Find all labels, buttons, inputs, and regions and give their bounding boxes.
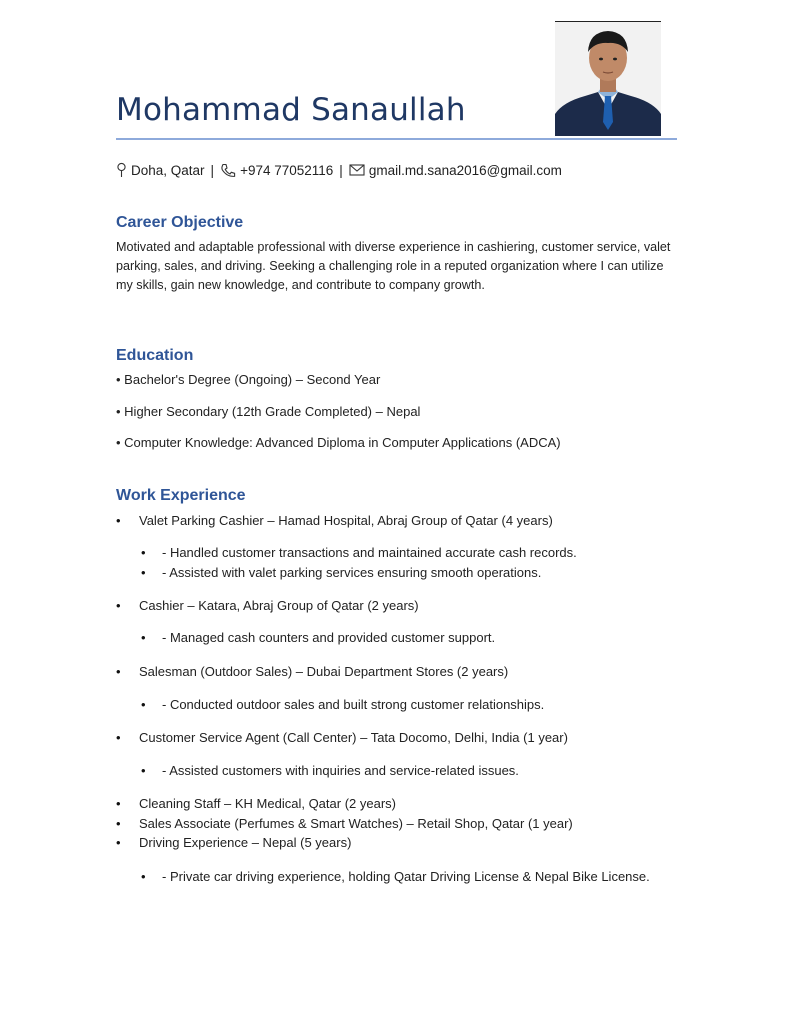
contact-separator: | [339, 162, 343, 178]
job-bullet: • [116, 513, 121, 528]
header-divider [116, 138, 677, 140]
job-bullet: • [116, 664, 121, 679]
job-title-driving-experience: Driving Experience – Nepal (5 years) [139, 835, 352, 850]
job-title-sales-associate: Sales Associate (Perfumes & Smart Watches) – Retail Shop, Qatar (1 year) [139, 816, 573, 831]
contact-separator: | [210, 162, 215, 178]
profile-photo [555, 21, 661, 136]
detail-bullet: • [141, 869, 146, 884]
job-title-customer-service-agent: Customer Service Agent (Call Center) – Tata Docomo, Delhi, India (1 year) [139, 730, 568, 745]
detail-bullet: • [141, 565, 146, 580]
job-detail: - Managed cash counters and provided customer support. [162, 630, 496, 645]
job-detail: - Handled customer transactions and maintained accurate cash records. [162, 545, 577, 560]
education-item: • Computer Knowledge: Advanced Diploma in Computer Applications (ADCA) [116, 435, 561, 450]
job-title-cashier: Cashier – Katara, Abraj Group of Qatar (2 years) [139, 598, 419, 613]
career-objective-text: Motivated and adaptable professional with diverse experience in cashiering, customer service, valet parking, sales, and driving. Seeking a challenging role in a reputed organization where I can utilize my skills, gain new knowledge, and contribute to company growth. [116, 240, 671, 292]
job-title-cleaning-staff: Cleaning Staff – KH Medical, Qatar (2 years) [139, 796, 396, 811]
job-bullet: • [116, 598, 121, 613]
job-bullet: • [116, 816, 121, 831]
contact-phone[interactable]: +974 77052116 [240, 162, 334, 178]
detail-bullet: • [141, 763, 146, 778]
job-title-salesman: Salesman (Outdoor Sales) – Dubai Department Stores (2 years) [139, 664, 509, 679]
contact-location: Doha, Qatar [131, 162, 205, 178]
job-title-valet-parking-cashier: Valet Parking Cashier – Hamad Hospital, Abraj Group of Qatar (4 years) [139, 513, 553, 528]
job-detail: - Private car driving experience, holding Qatar Driving License & Nepal Bike License. [162, 869, 650, 884]
detail-bullet: • [141, 697, 146, 712]
candidate-name: Mohammad Sanaullah [116, 92, 466, 128]
section-title-education: Education [116, 347, 194, 364]
section-title-work-experience: Work Experience [116, 487, 246, 504]
detail-bullet: • [141, 545, 146, 560]
envelope-icon [349, 164, 365, 176]
location-pin-icon [116, 162, 127, 178]
contact-email[interactable]: gmail.md.sana2016@gmail.com [368, 162, 562, 178]
job-detail: - Conducted outdoor sales and built strong customer relationships. [162, 697, 545, 712]
phone-icon [220, 163, 236, 178]
section-title-career-objective: Career Objective [116, 214, 244, 231]
job-bullet: • [116, 835, 121, 850]
education-item: • Higher Secondary (12th Grade Completed) – Nepal [116, 404, 421, 419]
detail-bullet: • [141, 630, 146, 645]
contact-line [116, 162, 562, 178]
education-item: • Bachelor's Degree (Ongoing) – Second Year [116, 372, 381, 387]
job-detail: - Assisted with valet parking services ensuring smooth operations. [162, 565, 542, 580]
job-detail: - Assisted customers with inquiries and service-related issues. [162, 763, 519, 778]
job-bullet: • [116, 796, 121, 811]
person-photo-icon [555, 22, 661, 136]
job-bullet: • [116, 730, 121, 745]
